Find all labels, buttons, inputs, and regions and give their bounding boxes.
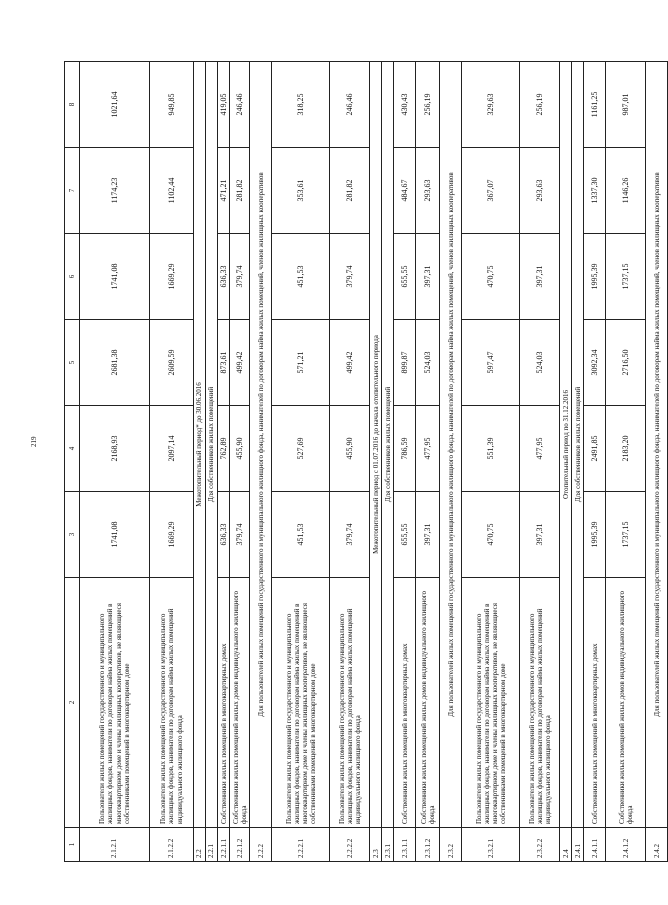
row-description: Собственники жилых помещений жилых домов индивидуального жилищного фонда: [230, 578, 250, 828]
section-code: 2.4.2: [646, 828, 668, 862]
tariff-value: 293,63: [520, 148, 560, 234]
tariff-value: 379,74: [230, 492, 250, 578]
table-row: [272, 62, 330, 862]
page-number: 219: [30, 436, 38, 447]
header-cell: 8: [65, 62, 80, 148]
rotated-page: [64, 62, 661, 862]
tariff-value: 293,63: [416, 148, 440, 234]
tariff-value: 527,69: [272, 406, 330, 492]
tariff-value: 524,03: [520, 320, 560, 406]
tariff-value: 1669,29: [150, 234, 194, 320]
tariff-value: 397,31: [416, 492, 440, 578]
tariff-value: 762,89: [218, 406, 230, 492]
row-description: Пользователи жилых помещений государственного и муниципального жилищных фондов, наниматели по договорам найма жилых помещений индивидуального жилищного фонда: [150, 578, 194, 828]
tariff-value: 636,33: [218, 492, 230, 578]
tariff-value: 636,33: [218, 234, 230, 320]
tariff-value: 484,67: [394, 148, 416, 234]
header-cell: 7: [65, 148, 80, 234]
tariff-value: 524,03: [416, 320, 440, 406]
header-cell: 6: [65, 234, 80, 320]
tariff-value: 451,53: [272, 234, 330, 320]
section-title: Межотопительный период с 01.07.2016 до начала отопительного периода: [370, 62, 382, 828]
section-title: Для собственников жилых помещений: [206, 62, 218, 828]
tariff-value: 379,74: [230, 234, 250, 320]
tariff-value: 281,82: [230, 148, 250, 234]
tariff-value: 397,31: [520, 492, 560, 578]
tariff-value: 246,46: [330, 62, 370, 148]
section-code: 2.3.1: [382, 828, 394, 862]
section-title: Для собственников жилых помещений: [572, 62, 584, 828]
tariff-value: 367,07: [462, 148, 520, 234]
tariff-value: 397,31: [520, 234, 560, 320]
table-row: [606, 62, 646, 862]
tariff-value: 3092,34: [584, 320, 606, 406]
section-title: Для пользователей жилых помещений государственного и муниципального жилищного фонда, нанимателей по договорам найма жилых помещений, членов жилищных кооперативов: [440, 62, 462, 828]
section-row: [646, 62, 668, 862]
tariff-value: 379,74: [330, 492, 370, 578]
table-row: [520, 62, 560, 862]
tariff-value: 318,25: [272, 62, 330, 148]
section-title: Для пользователей жилых помещений государственного и муниципального жилищного фонда, нанимателей по договорам найма жилых помещений, членов жилищных кооперативов: [646, 62, 668, 828]
section-code: 2.3.2: [440, 828, 462, 862]
table-row: [394, 62, 416, 862]
row-description: Собственники жилых помещений в многоквартирных домах: [218, 578, 230, 828]
tariff-value: 655,55: [394, 234, 416, 320]
table-row: [330, 62, 370, 862]
tariff-value: 873,61: [218, 320, 230, 406]
section-row: [370, 62, 382, 862]
tariff-value: 499,42: [230, 320, 250, 406]
tariff-value: 455,90: [330, 406, 370, 492]
tariff-value: 379,74: [330, 234, 370, 320]
section-title: Для собственников жилых помещений: [382, 62, 394, 828]
section-code: 2.4: [560, 828, 572, 862]
tariff-value: 430,43: [394, 62, 416, 148]
section-title: Межотопительный период* до 30.06.2016: [194, 62, 206, 828]
section-row: [572, 62, 584, 862]
tariff-value: 597,47: [462, 320, 520, 406]
row-description: Собственники жилых помещений в многоквартирных домах: [584, 578, 606, 828]
tariff-value: 419,05: [218, 62, 230, 148]
row-description: Собственники жилых помещений жилых домов индивидуального жилищного фонда: [606, 578, 646, 828]
row-description: Пользователи жилых помещений государственного и муниципального жилищных фондов, наниматели по договорам найма жилых помещений индивидуального жилищного фонда: [330, 578, 370, 828]
tariff-value: 1737,15: [606, 492, 646, 578]
tariff-value: 1021,64: [80, 62, 150, 148]
section-title: Для пользователей жилых помещений государственного и муниципального жилищного фонда, нанимателей по договорам найма жилых помещений, членов жилищных кооперативов: [250, 62, 272, 828]
tariff-value: 2097,14: [150, 406, 194, 492]
table-row: [584, 62, 606, 862]
row-code: 2.2.1.2: [230, 828, 250, 862]
tariff-value: 1102,44: [150, 148, 194, 234]
tariff-value: 281,82: [330, 148, 370, 234]
row-description: Собственники жилых помещений в многоквартирных домах: [394, 578, 416, 828]
tariff-value: 571,21: [272, 320, 330, 406]
tariff-value: 397,31: [416, 234, 440, 320]
section-code: 2.3: [370, 828, 382, 862]
row-code: 2.3.1.2: [416, 828, 440, 862]
tariff-value: 2716,50: [606, 320, 646, 406]
section-row: [382, 62, 394, 862]
row-code: 2.3.2.2: [520, 828, 560, 862]
table-row: [416, 62, 440, 862]
section-code: 2.2.1: [206, 828, 218, 862]
tariff-value: 353,61: [272, 148, 330, 234]
tariff-value: 477,95: [520, 406, 560, 492]
header-cell: 3: [65, 492, 80, 578]
tariff-value: 499,42: [330, 320, 370, 406]
header-cell: 5: [65, 320, 80, 406]
tariff-value: 2183,20: [606, 406, 646, 492]
tariff-value: 2491,85: [584, 406, 606, 492]
tariff-value: 1669,29: [150, 492, 194, 578]
tariff-value: 329,63: [462, 62, 520, 148]
tariff-value: 2168,93: [80, 406, 150, 492]
tariff-value: 899,87: [394, 320, 416, 406]
tariff-value: 1995,39: [584, 492, 606, 578]
tariff-value: 246,46: [230, 62, 250, 148]
tariff-value: 1337,30: [584, 148, 606, 234]
tariff-table: [64, 61, 668, 862]
row-code: 2.2.2.1: [272, 828, 330, 862]
section-row: [206, 62, 218, 862]
row-description: Пользователи жилых помещений государственного и муниципального жилищных фондов, наниматели по договорам найма жилых помещений в многоквартирном доме и члены жилищных кооперативов, не являющиеся собственниками помещений в многоквартирном доме: [272, 578, 330, 828]
table-row: [462, 62, 520, 862]
table-row: [150, 62, 194, 862]
tariff-value: 655,55: [394, 492, 416, 578]
tariff-value: 256,19: [520, 62, 560, 148]
header-row: [65, 62, 80, 862]
tariff-value: 1737,15: [606, 234, 646, 320]
tariff-value: 477,95: [416, 406, 440, 492]
header-cell: 1: [65, 828, 80, 862]
row-description: Пользователи жилых помещений государственного и муниципального жилищных фондов, наниматели по договорам найма жилых помещений в многоквартирном доме и члены жилищных кооперативов, не являющиеся собственниками помещений в многоквартирном доме: [80, 578, 150, 828]
tariff-value: 1174,23: [80, 148, 150, 234]
row-description: Пользователи жилых помещений государственного и муниципального жилищных фондов, наниматели по договорам найма жилых помещений индивидуального жилищного фонда: [520, 578, 560, 828]
tariff-value: 1161,25: [584, 62, 606, 148]
section-row: [194, 62, 206, 862]
row-code: 2.4.1.1: [584, 828, 606, 862]
tariff-value: 1741,08: [80, 492, 150, 578]
table-row: [230, 62, 250, 862]
header-cell: 4: [65, 406, 80, 492]
row-code: 2.2.2.2: [330, 828, 370, 862]
row-code: 2.1.2.1: [80, 828, 150, 862]
tariff-value: 470,75: [462, 234, 520, 320]
section-title: Отопительный период по 31.12.2016: [560, 62, 572, 828]
tariff-value: 1146,26: [606, 148, 646, 234]
row-description: Собственники жилых помещений жилых домов индивидуального жилищного фонда: [416, 578, 440, 828]
row-description: Пользователи жилых помещений государственного и муниципального жилищных фондов, наниматели по договорам найма жилых помещений в многоквартирном доме и члены жилищных кооперативов, не являющиеся собственниками помещений в многоквартирном доме: [462, 578, 520, 828]
row-code: 2.4.1.2: [606, 828, 646, 862]
tariff-value: 786,59: [394, 406, 416, 492]
row-code: 2.1.2.2: [150, 828, 194, 862]
header-cell: 2: [65, 578, 80, 828]
tariff-value: 551,39: [462, 406, 520, 492]
tariff-value: 949,85: [150, 62, 194, 148]
tariff-value: 470,75: [462, 492, 520, 578]
section-code: 2.4.1: [572, 828, 584, 862]
table-row: [218, 62, 230, 862]
tariff-value: 1995,39: [584, 234, 606, 320]
section-row: [440, 62, 462, 862]
row-code: 2.3.2.1: [462, 828, 520, 862]
tariff-value: 455,90: [230, 406, 250, 492]
section-code: 2.2.2: [250, 828, 272, 862]
tariff-value: 2681,38: [80, 320, 150, 406]
section-row: [250, 62, 272, 862]
row-code: 2.2.1.1: [218, 828, 230, 862]
table-row: [80, 62, 150, 862]
tariff-value: 451,53: [272, 492, 330, 578]
section-code: 2.2: [194, 828, 206, 862]
tariff-value: 987,01: [606, 62, 646, 148]
tariff-value: 471,21: [218, 148, 230, 234]
section-row: [560, 62, 572, 862]
tariff-value: 2609,59: [150, 320, 194, 406]
tariff-value: 1741,08: [80, 234, 150, 320]
tariff-value: 256,19: [416, 62, 440, 148]
row-code: 2.3.1.1: [394, 828, 416, 862]
